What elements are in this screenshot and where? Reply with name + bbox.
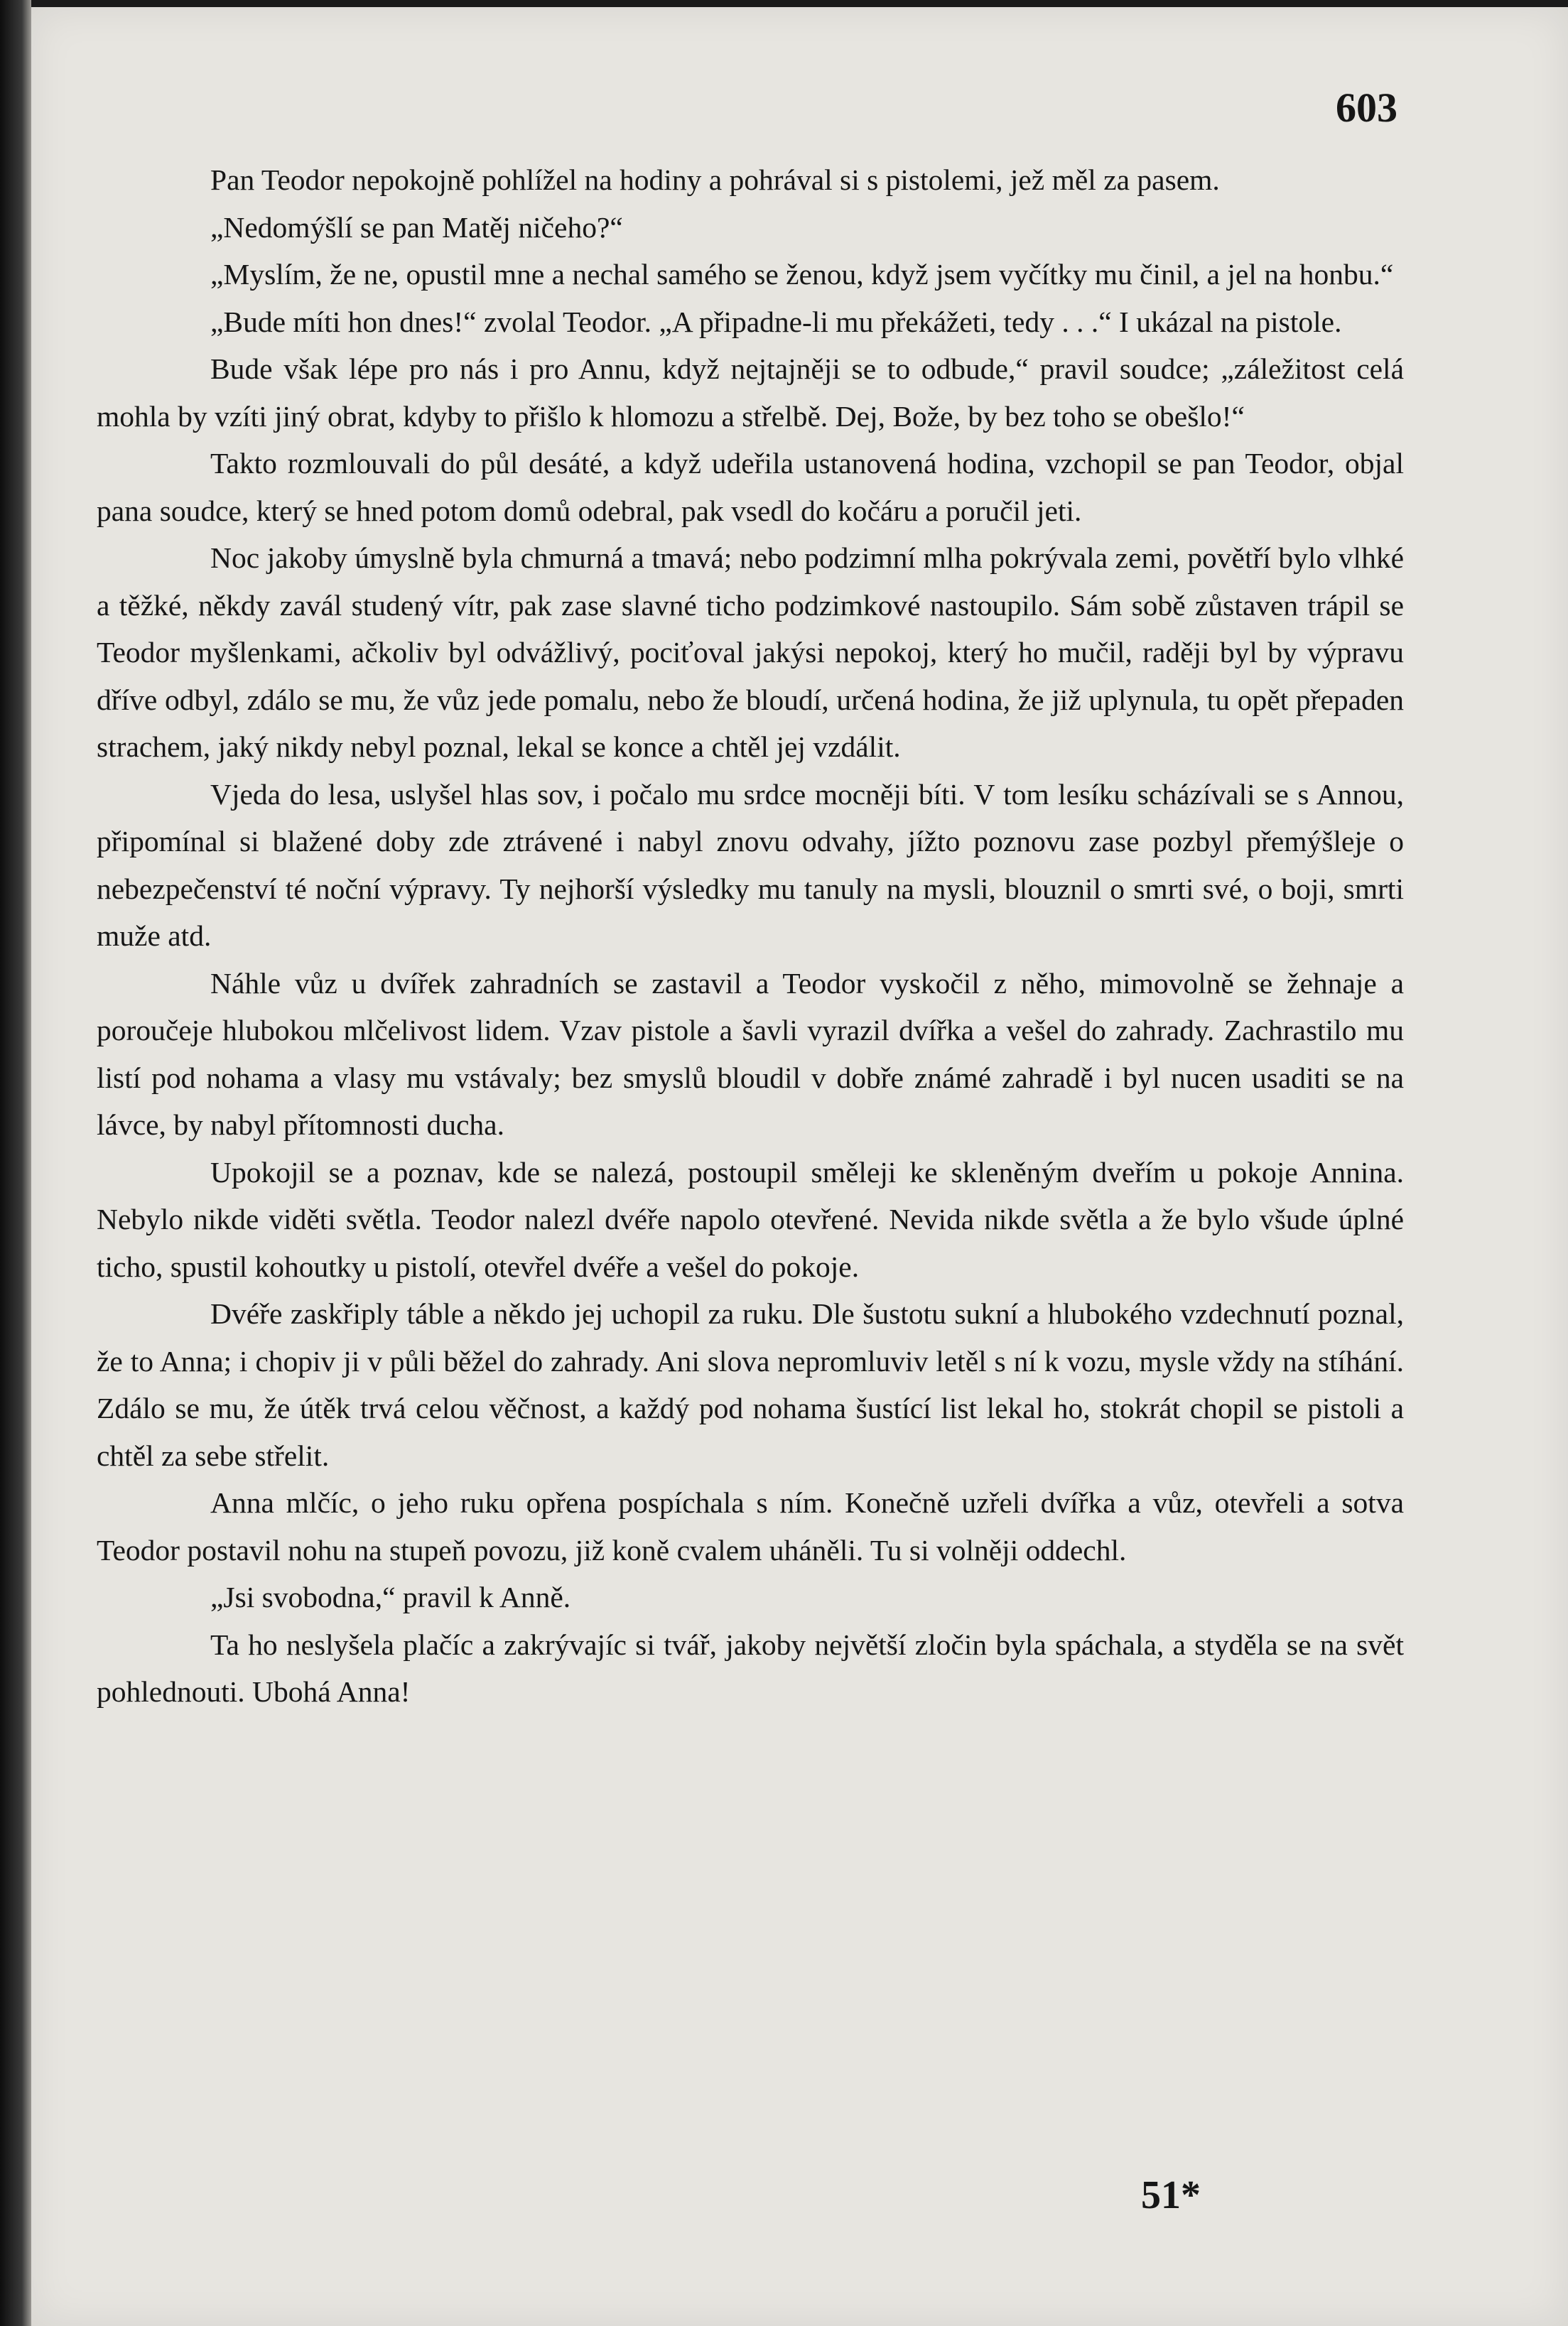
paragraph: „Myslím, že ne, opustil mne a nechal samého se ženou, když jsem vyčítky mu činil, a jel na honbu.“ — [210, 258, 1394, 291]
body-text — [97, 156, 1404, 1716]
paragraph: „Jsi svobodna,“ pravil k Anně. — [210, 1581, 571, 1613]
paragraph: Noc jakoby úmyslně byla chmurná a tmavá; nebo podzimní mlha pokrývala zemi, povětří bylo vlhké a těžké, někdy zavál studený vítr, pak zase slavné ticho podzimkové nastoupilo. Sám sobě zůstaven trápil se Teodor myšlenkami, ačkoliv byl odvážlivý, pociťoval jakýsi nepokoj, který ho mučil, raději byl by výpravu dříve odbyl, zdálo se mu, že vůz jede pomalu, nebo že bloudí, určená hodina, že již uplynula, tu opět přepaden strachem, jaký nikdy nebyl poznal, lekal se konce a chtěl jej vzdálit. — [97, 541, 1404, 763]
paragraph: Bude však lépe pro nás i pro Annu, když nejtajněji se to odbude,“ pravil soudce; „záležitost celá mohla by vzíti jiný obrat, kdyby to přišlo k hlomozu a střelbě. Dej, Bože, by bez toho se obešlo!“ — [97, 352, 1404, 433]
paragraph: Ta ho neslyšela plačíc a zakrývajíc si tvář, jakoby největší zločin byla spáchala, a styděla se na svět pohlednouti. Ubohá Anna! — [97, 1628, 1404, 1708]
paragraph: Upokojil se a poznav, kde se nalezá, postoupil směleji ke skleněným dveřím u pokoje Annina. Nebylo nikde viděti světla. Teodor nalezl dvéře napolo otevřené. Nevida nikde světla a že bylo všude úplné ticho, spustil kohoutky u pistolí, otevřel dvéře a vešel do pokoje. — [97, 1155, 1404, 1283]
paragraph: Pan Teodor nepokojně pohlížel na hodiny a pohrával si s pistolemi, jež měl za pasem. — [210, 163, 1220, 196]
page-number: 603 — [1336, 85, 1397, 131]
paragraph: Dvéře zaskřiply táble a někdo jej uchopil za ruku. Dle šustotu sukní a hlubokého vzdechnutí poznal, že to Anna; i chopiv ji v půli běžel do zahrady. Ani slova nepromluviv letěl s ní k vozu, mysle vždy na stíhání. Zdálo se mu, že útěk trvá celou věčnost, a každý pod nohama šustící list lekal ho, stokrát chopil se pistoli a chtěl za sebe střelit. — [97, 1297, 1404, 1472]
paragraph: Anna mlčíc, o jeho ruku opřena pospíchala s ním. Konečně uzřeli dvířka a vůz, otevřeli a sotva Teodor postavil nohu na stupeň povozu, již koně cvalem uháněli. Tu si volněji oddechl. — [97, 1486, 1404, 1567]
paragraph: „Bude míti hon dnes!“ zvolal Teodor. „A připadne-li mu překážeti, tedy . . .“ I ukázal na pistole. — [210, 305, 1342, 338]
paragraph: Vjeda do lesa, uslyšel hlas sov, i počalo mu srdce mocněji bíti. V tom lesíku scházívali se s Annou, připomínal si blažené doby zde ztrávené i nabyl znovu odvahy, jížto poznovu zase pozbyl přemýšleje o nebezpečenství té noční výpravy. Ty nejhorší výsledky mu tanuly na mysli, blouznil o smrti své, o boji, smrti muže atd. — [97, 777, 1404, 952]
printer-signature: 51* — [1141, 2173, 1201, 2217]
paragraph: „Nedomýšlí se pan Matěj ničeho?“ — [210, 210, 623, 244]
paragraph: Náhle vůz u dvířek zahradních se zastavil a Teodor vyskočil z něho, mimovolně se žehnaje a poroučeje hlubokou mlčelivost lidem. Vzav pistole a šavli vyrazil dvířka a vešel do zahrady. Zachrastilo mu listí pod nohama a vlasy mu vstávaly; bez smyslů bloudil v dobře známé zahradě i byl nucen usaditi se na lávce, by nabyl přítomnosti ducha. — [97, 966, 1404, 1141]
scan-left-edge — [0, 0, 31, 2326]
paragraph: Takto rozmlouvali do půl desáté, a když udeřila ustanovená hodina, vzchopil se pan Teodor, objal pana soudce, který se hned potom domů odebral, pak vsedl do kočáru a poručil jeti. — [97, 447, 1404, 527]
